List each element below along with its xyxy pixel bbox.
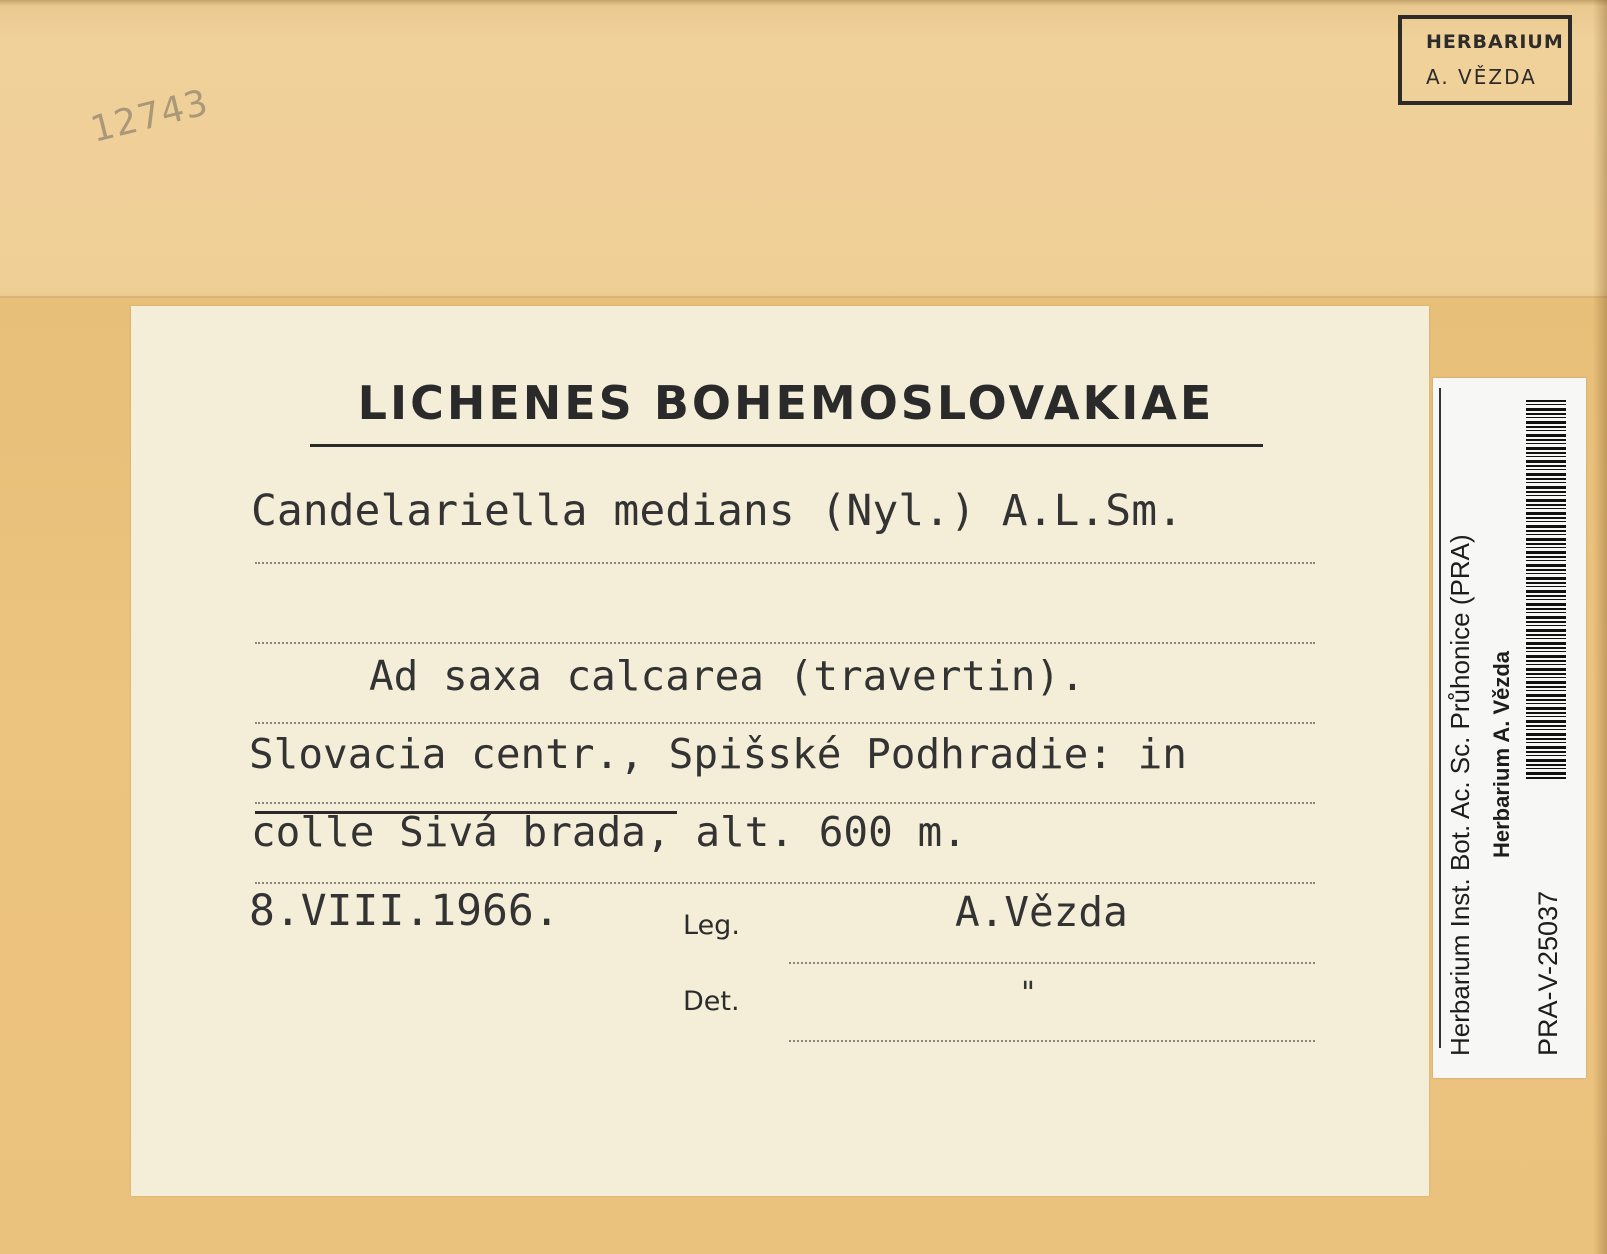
leg-dotted-line (789, 962, 1315, 964)
locality-line-1: Slovacia centr., Spišské Podhradie: in (249, 730, 1187, 778)
pencil-accession-number: 12743 (86, 82, 213, 151)
dotted-line-4 (255, 802, 1315, 804)
species-name: Candelariella medians (Nyl.) A.L.Sm. (251, 486, 1183, 536)
side-label-rule (1439, 388, 1441, 1048)
collection-name: Herbarium A. Vězda (1489, 650, 1514, 858)
det-label: Det. (683, 986, 740, 1017)
specimen-barcode (1526, 400, 1566, 780)
title-underline-right (633, 444, 1263, 447)
dotted-line-5 (255, 882, 1315, 884)
envelope-edge-shadow (1593, 0, 1607, 1254)
locality-line-2: colle Sivá brada, alt. 600 m. (251, 808, 967, 856)
habitat-text: Ad saxa calcarea (travertin). (369, 652, 1085, 700)
stamp-line-1: HERBARIUM (1426, 31, 1564, 53)
specimen-id: PRA-V-25037 (1533, 890, 1563, 1056)
dotted-line-3 (255, 722, 1315, 724)
dotted-line-1 (255, 562, 1315, 564)
stamp-line-2: A. VĚZDA (1426, 65, 1537, 89)
envelope-flap (0, 0, 1607, 300)
det-value-ditto: " (1019, 976, 1038, 1011)
specimen-label (131, 306, 1429, 1196)
det-dotted-line (789, 1040, 1315, 1042)
dotted-line-2 (255, 642, 1315, 644)
leg-label: Leg. (683, 910, 740, 941)
collection-date: 8.VIII.1966. (249, 886, 560, 936)
institution-name: Herbarium Inst. Bot. Ac. Sc. Průhonice (PRA) (1445, 534, 1475, 1056)
institution-label (1433, 378, 1586, 1078)
herbarium-stamp (1398, 15, 1572, 105)
label-title: LICHENES BOHEMOSLOVAKIAE (357, 376, 1215, 430)
leg-value: A.Vězda (955, 888, 1128, 936)
